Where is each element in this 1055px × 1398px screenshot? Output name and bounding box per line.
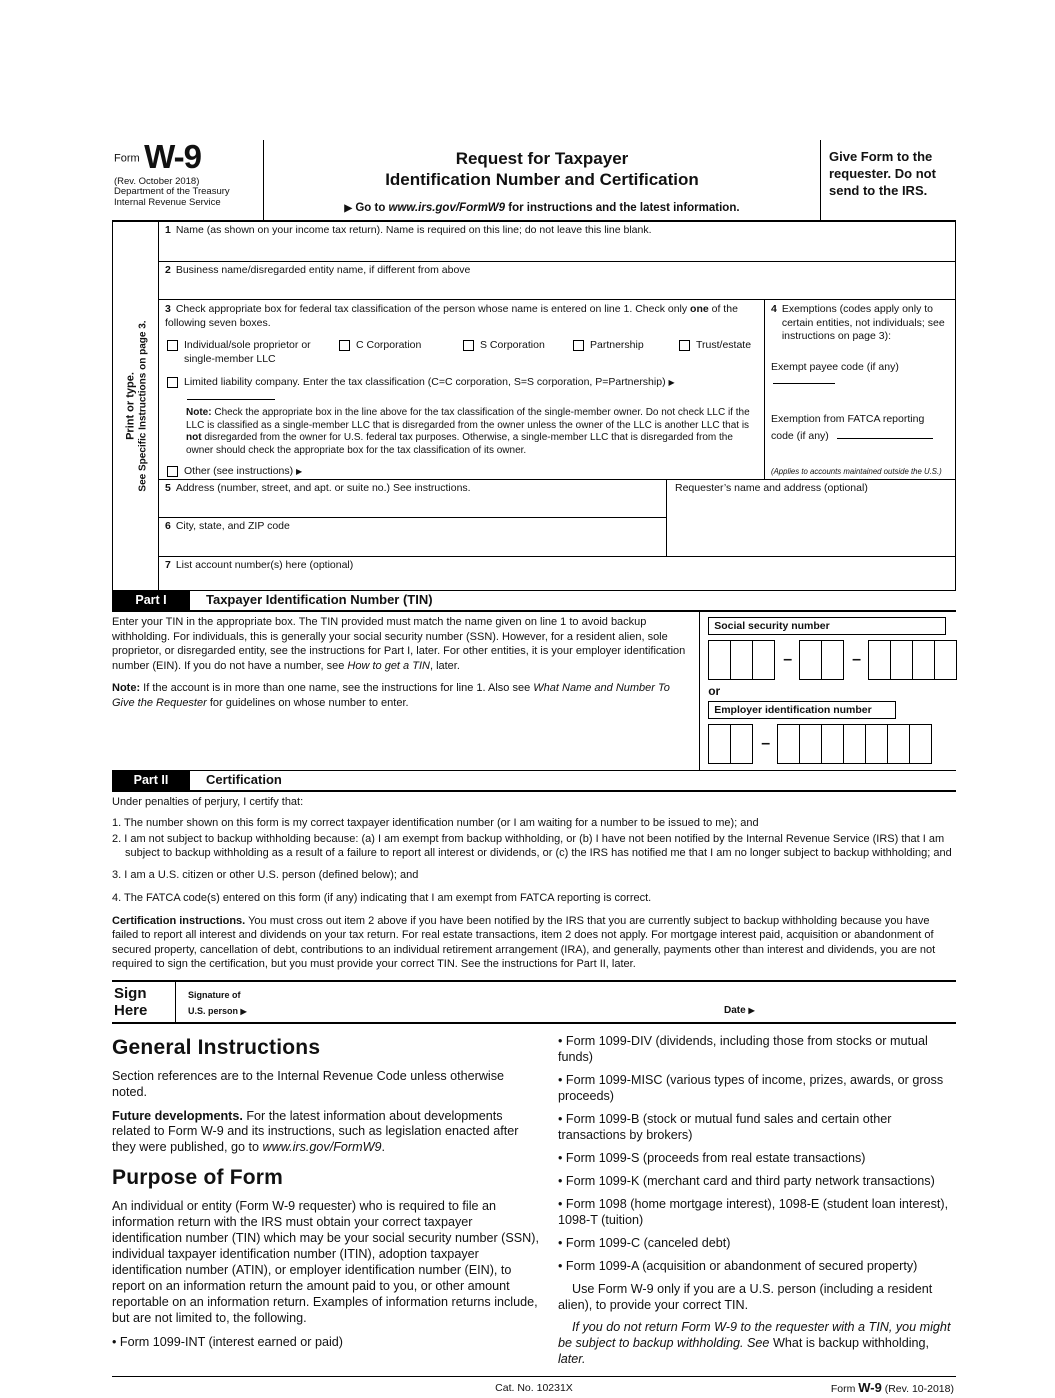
sign-here-label: [112, 982, 176, 1022]
exempt-payee-label: Exempt payee code (if any): [771, 360, 899, 373]
bullet-1099-b: • Form 1099-B (stock or mutual fund sales and certain other transactions by brokers): [558, 1111, 892, 1142]
line3-text-post: of the following seven boxes.: [165, 303, 738, 329]
ssn-digit-cell[interactable]: [708, 640, 731, 680]
form-fields: [159, 222, 955, 590]
part1-body: [112, 612, 956, 771]
right-arrow-icon: ▶: [344, 202, 353, 214]
instructions-right-column: [558, 1034, 956, 1368]
llc-note-text1: Check the appropriate box in the line above for the tax classification of the single-member owner. Do not check LLC if the LLC is classified as a single-member LLC that is disregarded from the owner unless the owner of the LLC is another LLC that is: [186, 406, 750, 431]
line2-business-name-field[interactable]: [159, 262, 955, 300]
checkbox-other[interactable]: [167, 466, 178, 477]
certification-instructions-label: Certification instructions.: [112, 914, 246, 927]
form-word: Form: [114, 152, 140, 165]
checkbox-individual[interactable]: [167, 340, 178, 351]
future-developments-paragraph: [112, 1109, 542, 1157]
part1-note-label: Note:: [112, 682, 141, 695]
line3-number: 3: [165, 303, 171, 315]
ein-digit-cell[interactable]: [865, 724, 888, 764]
future-developments-text: For the latest information about developments related to Form W-9 and its instructions, such as legislation enacted after they were published, go to: [112, 1108, 519, 1155]
llc-note-text2: disregarded from the owner for U.S. federal tax purposes. Otherwise, a single-member LLC that is disregarded from the owner should check the appropriate box for the tax classification of its owner.: [186, 432, 733, 457]
requester-name-address-box[interactable]: [667, 480, 955, 556]
fatca-label-line1: Exemption from FATCA reporting: [771, 412, 925, 425]
part1-note: [112, 681, 693, 710]
llc-arrow-icon: ▶: [668, 377, 675, 387]
part2-body: [112, 792, 956, 972]
signature-arrow-icon: ▶: [240, 1007, 247, 1017]
goto-prefix: Go to: [352, 201, 389, 214]
certification-intro: Under penalties of perjury, I certify that:: [112, 796, 304, 809]
ein-digit-cell[interactable]: [821, 724, 844, 764]
general-instructions-heading: General Instructions: [112, 1035, 321, 1059]
line3-tax-classification: [159, 300, 765, 479]
llc-note-label: Note:: [186, 406, 212, 418]
certification-item-4: 4. The FATCA code(s) entered on this form (if any) indicating that I am exempt from FATCA reporting is correct.: [112, 891, 652, 904]
ein-label-box: Employer identification number: [708, 701, 896, 719]
llc-classification-row: [165, 376, 760, 405]
future-developments-url[interactable]: www.irs.gov/FormW9: [262, 1140, 382, 1155]
bullet-1099-k: • Form 1099-K (merchant card and third party network transactions): [558, 1173, 935, 1188]
ein-digit-cell[interactable]: [909, 724, 932, 764]
line1-label: Name (as shown on your income tax return). Name is required on this line; do not leave this line blank.: [175, 224, 652, 236]
print-or-type-line1: Print or type.: [123, 372, 136, 440]
line3-label: [165, 303, 760, 330]
bullet-1099-div: • Form 1099-DIV (dividends, including those from stocks or mutual funds): [558, 1033, 928, 1064]
line4-label: [771, 303, 949, 344]
signature-section: [112, 980, 956, 1024]
line6-city-state-zip-field[interactable]: [159, 518, 666, 556]
goto-instructions-line: [264, 202, 820, 214]
line3-text-pre: Check appropriate box for federal tax classification of the person whose name is entered on line 1. Check only: [175, 303, 691, 315]
future-developments-label: Future developments.: [112, 1108, 243, 1123]
checkbox-partnership[interactable]: [573, 340, 584, 351]
part1-note-end: for guidelines on whose number to enter.: [206, 696, 409, 709]
backup-withholding-end: later.: [558, 1351, 586, 1366]
checkbox-c-corporation-label: C Corporation: [356, 339, 422, 352]
ein-digit-cell[interactable]: [843, 724, 866, 764]
line5-number: 5: [165, 482, 171, 495]
line6-number: 6: [165, 520, 171, 533]
bullet-1099-s: • Form 1099-S (proceeds from real estate transactions): [558, 1150, 866, 1165]
backup-withholding-italic: If you do not return Form W-9 to the requester with a TIN, you might be subject to backup withholding. See: [558, 1319, 951, 1350]
llc-classification-input[interactable]: [187, 389, 275, 400]
checkbox-trust-estate-label: Trust/estate: [696, 339, 752, 352]
form-title-block: [264, 140, 820, 220]
part1-paragraph1: [112, 615, 693, 673]
print-or-type-label: [123, 320, 148, 491]
form-header: [112, 140, 956, 222]
footer-form-id: [831, 1380, 954, 1395]
use-form-paragraph: Use Form W-9 only if you are a U.S. person (including a resident alien), to provide your correct TIN.: [558, 1281, 933, 1312]
line1-name-field[interactable]: [159, 222, 955, 262]
checkbox-s-corporation-label: S Corporation: [480, 339, 545, 352]
ssn-digit-cell[interactable]: [799, 640, 822, 680]
checkbox-c-corporation[interactable]: [339, 340, 350, 351]
other-arrow-icon: ▶: [296, 467, 303, 477]
part1-p1-end: , later.: [429, 659, 460, 672]
certification-item-2: 2. I am not subject to backup withholding because: (a) I am exempt from backup withholding, or (b) I have not been notified by the Internal Revenue Service (IRS) that I am subject to backup withholding as a result of a failure to report all interest or dividends, or (c) the IRS has notified me that I am no longer subject to backup withholding; and: [112, 832, 952, 859]
fatca-code-input[interactable]: [837, 428, 933, 439]
form-footer: [112, 1376, 956, 1398]
signature-label: [188, 987, 247, 1020]
certification-item-1: 1. The number shown on this form is my correct taxpayer identification number (or I am waiting for a number to be issued to me); and: [112, 817, 759, 830]
llc-note-bold: not: [186, 432, 202, 444]
part1-header: [112, 591, 956, 612]
part1-instructions: [112, 612, 699, 770]
part1-p1-italic: How to get a TIN: [347, 659, 430, 672]
ssn-digit-cell[interactable]: [912, 640, 935, 680]
checkbox-llc[interactable]: [167, 377, 178, 388]
goto-url[interactable]: www.irs.gov/FormW9: [388, 201, 506, 214]
ssn-dash: –: [783, 651, 793, 669]
footer-form-number: W-9: [858, 1379, 882, 1395]
line5-line6-row: [159, 480, 955, 557]
form-id-block: [112, 140, 264, 220]
address-fields: [159, 480, 667, 556]
line6-label: City, state, and ZIP code: [175, 520, 290, 533]
part1-p1-text: Enter your TIN in the appropriate box. The TIN provided must match the name given on line 1 to avoid backup withholding. For individuals, this is generally your social security number (SSN). However, for a resident alien, sole proprietor, or disregarded entity, see the instructions for Part I, later. For other entities, it is your employer identification number (EIN). If you do not have a number, see: [112, 616, 686, 672]
date-arrow-icon: ▶: [748, 1005, 755, 1015]
print-or-type-sidebar: [113, 222, 159, 590]
ein-digit-cell[interactable]: [708, 724, 731, 764]
bullet-1099-a: • Form 1099-A (acquisition or abandonment of secured property): [558, 1258, 918, 1273]
signature-label-line2: U.S. person: [188, 1006, 241, 1017]
part1-note-text: If the account is in more than one name, see the instructions for line 1. Also see: [140, 682, 534, 695]
date-label: Date: [724, 1004, 749, 1016]
llc-label: Limited liability company. Enter the tax classification (C=C corporation, S=S corporation, P=Partnership): [184, 375, 669, 388]
ein-dash: –: [761, 735, 771, 753]
tax-classification-checkbox-row: [165, 339, 760, 366]
part1-label: Part I: [112, 591, 190, 610]
instructions-left-column: [112, 1034, 542, 1368]
footer-form-revision: (Rev. 10-2018): [881, 1382, 954, 1395]
other-classification-row: [165, 465, 760, 477]
instructions-section: [112, 1034, 956, 1368]
signature-input-area[interactable]: [176, 982, 956, 1022]
ssn-digit-cell[interactable]: [934, 640, 957, 680]
catalog-number: Cat. No. 10231X: [495, 1381, 573, 1394]
part1-title: Taxpayer Identification Number (TIN): [206, 592, 433, 608]
line1-number: 1: [165, 224, 171, 236]
line5-address-field[interactable]: [159, 480, 666, 518]
line4-number: 4: [771, 303, 777, 315]
line5-label: Address (number, street, and apt. or suite no.) See instructions.: [175, 482, 471, 495]
ssn-digit-cell[interactable]: [821, 640, 844, 680]
line4-exemptions-box: [765, 300, 955, 479]
ein-digit-cell[interactable]: [730, 724, 753, 764]
ein-digit-cell[interactable]: [887, 724, 910, 764]
bullet-1099-misc: • Form 1099-MISC (various types of income, prizes, awards, or gross proceeds): [558, 1072, 944, 1103]
exempt-payee-code-input[interactable]: [773, 373, 835, 384]
bullet-1099-c: • Form 1099-C (canceled debt): [558, 1235, 731, 1250]
ssn-digit-cell[interactable]: [752, 640, 775, 680]
give-form-note: Give Form to the requester. Do not send to the IRS.: [820, 140, 956, 220]
line4-text: Exemptions (codes apply only to certain entities, not individuals; see instructions on page 3):: [781, 303, 945, 343]
section-references-paragraph: Section references are to the Internal Revenue Code unless otherwise noted.: [112, 1068, 505, 1099]
ssn-dash: –: [852, 651, 861, 669]
bullet-1098: • Form 1098 (home mortgage interest), 1098-E (student loan interest), 1098-T (tuition): [558, 1196, 949, 1227]
other-label: Other (see instructions): [184, 465, 297, 478]
tin-entry-area: [699, 612, 956, 770]
form-number: W-9: [144, 138, 201, 175]
certification-item-3: 3. I am a U.S. citizen or other U.S. person (defined below); and: [112, 869, 419, 882]
backup-withholding-paragraph: [558, 1320, 956, 1368]
purpose-of-form-heading: Purpose of Form: [112, 1166, 284, 1190]
line3-text-bold: one: [690, 303, 709, 315]
future-developments-end: .: [381, 1140, 385, 1155]
line7-account-numbers-field[interactable]: [159, 557, 955, 590]
backup-withholding-ref: What is backup withholding,: [772, 1335, 930, 1350]
form-title-line1: Request for Taxpayer: [455, 149, 629, 168]
form-title-line2: Identification Number and Certification: [385, 170, 699, 190]
purpose-paragraph: An individual or entity (Form W-9 requester) who is required to file an information return with the IRS must obtain your correct taxpayer identification number (TIN) which may be your social security number (SSN), individual taxpayer identification number (ITIN), adoption taxpayer identification number (ATIN), or employer identification number (EIN), to report on an information return the amount paid to you, or other amount reportable on an information return. Examples of information returns include, but are not limited to, the following.: [112, 1199, 539, 1325]
part2-label: Part II: [112, 771, 190, 790]
ein-digit-boxes: [708, 724, 956, 764]
ssn-digit-cell[interactable]: [890, 640, 913, 680]
print-or-type-line2: See Specific Instructions on page 3.: [137, 320, 149, 492]
line2-label: Business name/disregarded entity name, if different from above: [175, 264, 471, 276]
signature-label-line1: Signature of: [188, 989, 241, 1000]
goto-suffix: for instructions and the latest information.: [505, 201, 740, 214]
ein-digit-cell[interactable]: [777, 724, 800, 764]
requester-label: Requester’s name and address (optional): [675, 482, 868, 495]
bullet-1099-int: • Form 1099-INT (interest earned or paid): [112, 1334, 343, 1349]
part1-note-italic: What Name and Number To Give the Requester: [112, 682, 670, 709]
or-label: or: [708, 684, 721, 699]
ssn-digit-cell[interactable]: [730, 640, 753, 680]
checkbox-s-corporation[interactable]: [463, 340, 474, 351]
ein-digit-cell[interactable]: [799, 724, 822, 764]
checkbox-partnership-label: Partnership: [590, 339, 644, 352]
part2-title: Certification: [206, 772, 282, 788]
taxpayer-info-section: [112, 222, 956, 591]
line4-footnote: (Applies to accounts maintained outside the U.S.): [771, 467, 942, 477]
here-word: Here: [114, 1002, 148, 1020]
checkbox-individual-label: Individual/sole proprietor or single-member LLC: [184, 339, 311, 365]
ssn-digit-boxes: [708, 640, 956, 680]
certification-instructions-text: You must cross out item 2 above if you have been notified by the IRS that you are currently subject to backup withholding because you have failed to report all interest and dividends on your tax return. For real estate transactions, item 2 does not apply. For mortgage interest paid, acquisition or abandonment of secured property, cancellation of debt, contributions to an individual retirement arrangement (IRA), and generally, payments other than interest and dividends, you are not required to sign the certification, but you must provide your correct TIN. See the instructions for Part II, later.: [112, 914, 936, 971]
part2-header: [112, 771, 956, 792]
line7-number: 7: [165, 559, 171, 572]
certification-instructions: [112, 914, 956, 972]
fatca-exemption-row: [771, 411, 949, 445]
llc-note: [186, 407, 760, 458]
date-field[interactable]: [724, 1005, 755, 1016]
line3-line4-row: [159, 300, 955, 480]
checkbox-trust-estate[interactable]: [679, 340, 690, 351]
ssn-label-box: Social security number: [708, 617, 946, 635]
form-revision: (Rev. October 2018): [114, 176, 200, 187]
sign-word: Sign: [114, 984, 147, 1002]
w9-form: [112, 140, 956, 1398]
fatca-label-line2: code (if any): [771, 429, 829, 442]
ssn-digit-cell[interactable]: [868, 640, 891, 680]
line7-label: List account number(s) here (optional): [175, 559, 354, 572]
department-line: Department of the Treasury: [114, 186, 230, 197]
exempt-payee-row: [771, 361, 949, 387]
line2-number: 2: [165, 264, 171, 276]
footer-form-word: Form: [830, 1382, 859, 1395]
agency-line: Internal Revenue Service: [114, 196, 221, 208]
